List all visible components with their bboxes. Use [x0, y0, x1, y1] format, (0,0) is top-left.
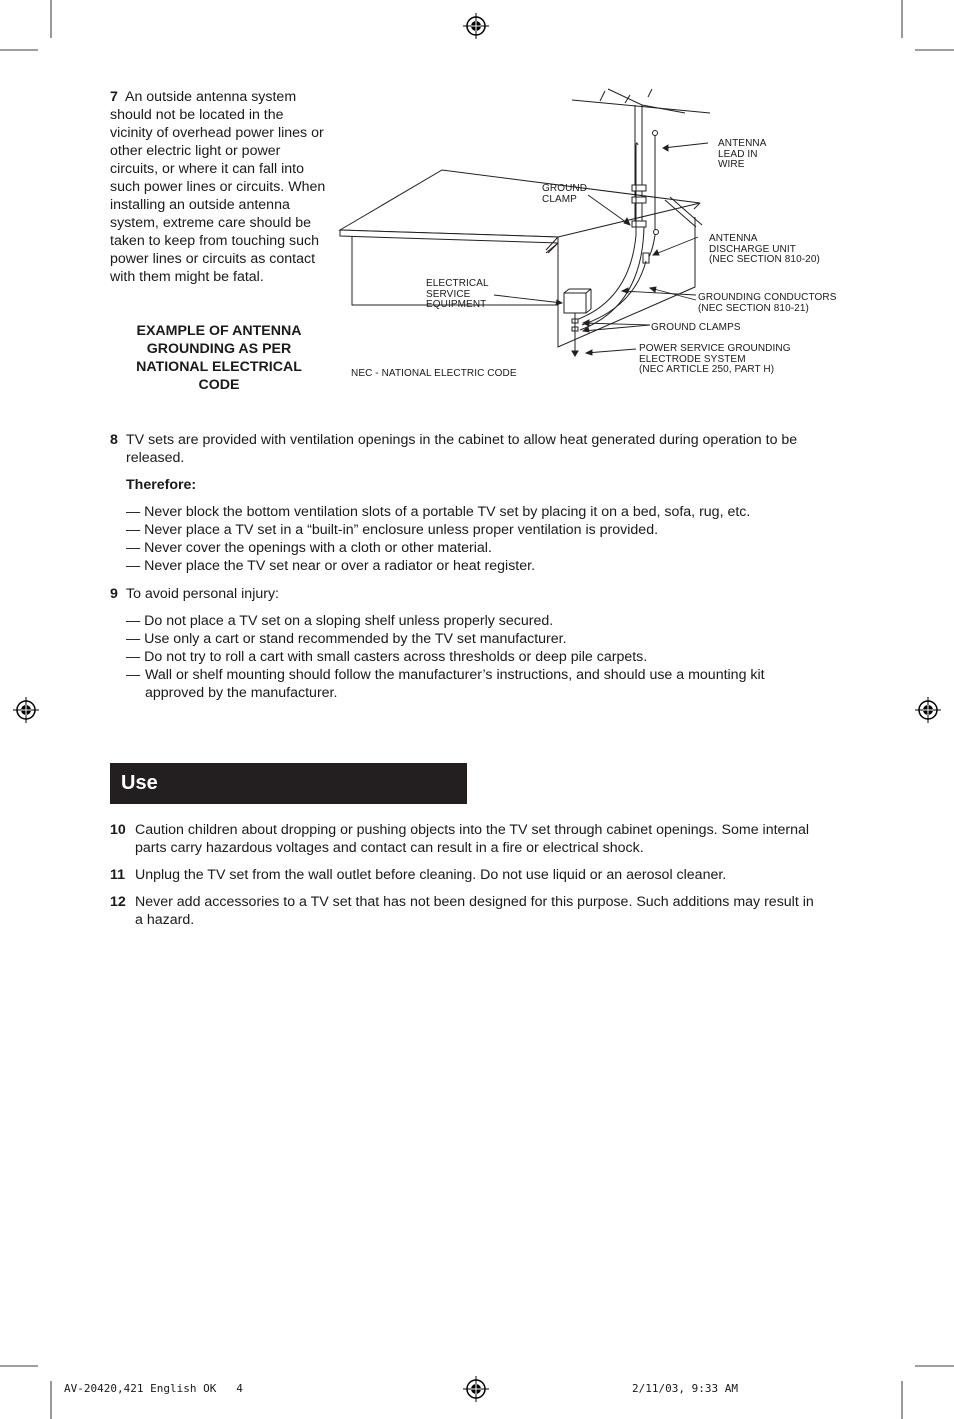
footer-page-number: 4: [236, 1382, 243, 1395]
therefore-label: Therefore:: [126, 477, 197, 493]
item-7: [110, 88, 326, 286]
item-9-bullet: Wall or shelf mounting should follow the manufacturer’s instructions, and should use a mounting kit approved by the manufacturer.: [145, 667, 765, 701]
item-8-bullet: — Never place the TV set near or over a radiator or heat register.: [126, 558, 536, 574]
item-12-text: Never add accessories to a TV set that has not been designed for this purpose. Such additions may result in a hazard.: [135, 894, 814, 928]
item-8-bullet: — Never block the bottom ventilation slots of a portable TV set by placing it on a bed, sofa, rug, etc.: [126, 504, 751, 520]
footer-file-label: AV-20420,421 English OK: [64, 1382, 217, 1395]
label-antenna-lead-in-wire: ANTENNA LEAD IN WIRE: [718, 138, 767, 170]
label-antenna-discharge-unit: ANTENNA DISCHARGE UNIT (NEC SECTION 810-20): [709, 233, 820, 265]
item-10-number: 10: [110, 822, 126, 838]
registration-mark-bottom-icon: [463, 1376, 489, 1402]
section-heading-use: Use: [110, 763, 467, 804]
item-9-bullet-dash: —: [126, 667, 141, 683]
item-8-number: 8: [110, 432, 118, 448]
item-9-bullet: — Use only a cart or stand recommended by the TV set manufacturer.: [126, 631, 567, 647]
item-11-number: 11: [110, 867, 125, 883]
label-grounding-conductors: GROUNDING CONDUCTORS (NEC SECTION 810-21): [698, 292, 837, 314]
registration-mark-left-icon: [13, 697, 39, 723]
item-number: 7: [110, 89, 118, 105]
label-power-service-grounding: POWER SERVICE GROUNDING ELECTRODE SYSTEM (NEC ARTICLE 250, PART H): [639, 343, 791, 375]
item-11-text: Unplug the TV set from the wall outlet before cleaning. Do not use liquid or an aerosol cleaner.: [135, 867, 727, 883]
label-ground-clamp: GROUND CLAMP: [542, 183, 588, 205]
footer-file-name: [64, 1382, 243, 1395]
label-nec-note: NEC - NATIONAL ELECTRIC CODE: [351, 368, 517, 379]
footer-timestamp: 2/11/03, 9:33 AM: [632, 1382, 738, 1395]
item-9-bullet: — Do not place a TV set on a sloping shelf unless properly secured.: [126, 613, 554, 629]
item-text: An outside antenna system should not be located in the vicinity of overhead power lines or other electric light or power circuits, or where it can fall into such power lines or circuits. When installing an outside antenna system, extreme care should be taken to keep from touching such power lines or circuits as contact with them might be fatal.: [110, 89, 326, 285]
item-12-number: 12: [110, 894, 126, 910]
diagram-caption: EXAMPLE OF ANTENNA GROUNDING AS PER NATIONAL ELECTRICAL CODE: [136, 323, 302, 393]
label-electrical-service-equipment: ELECTRICAL SERVICE EQUIPMENT: [426, 278, 489, 310]
item-10-text: Caution children about dropping or pushing objects into the TV set through cabinet openings. Some internal parts carry hazardous voltages and contact can result in a fire or electrical shock.: [135, 822, 810, 856]
registration-mark-right-icon: [915, 697, 941, 723]
registration-mark-top-icon: [463, 13, 489, 39]
item-8-bullet: — Never cover the openings with a cloth or other material.: [126, 540, 492, 556]
item-9-text: To avoid personal injury:: [126, 586, 279, 602]
item-9-number: 9: [110, 586, 118, 602]
label-ground-clamps: GROUND CLAMPS: [651, 322, 741, 333]
item-8-text: TV sets are provided with ventilation openings in the cabinet to allow heat generated during operation to be released.: [126, 432, 798, 466]
item-8-bullet: — Never place a TV set in a “built-in” enclosure unless proper ventilation is provided.: [126, 522, 659, 538]
item-9-bullet: — Do not try to roll a cart with small casters across thresholds or deep pile carpets.: [126, 649, 648, 665]
